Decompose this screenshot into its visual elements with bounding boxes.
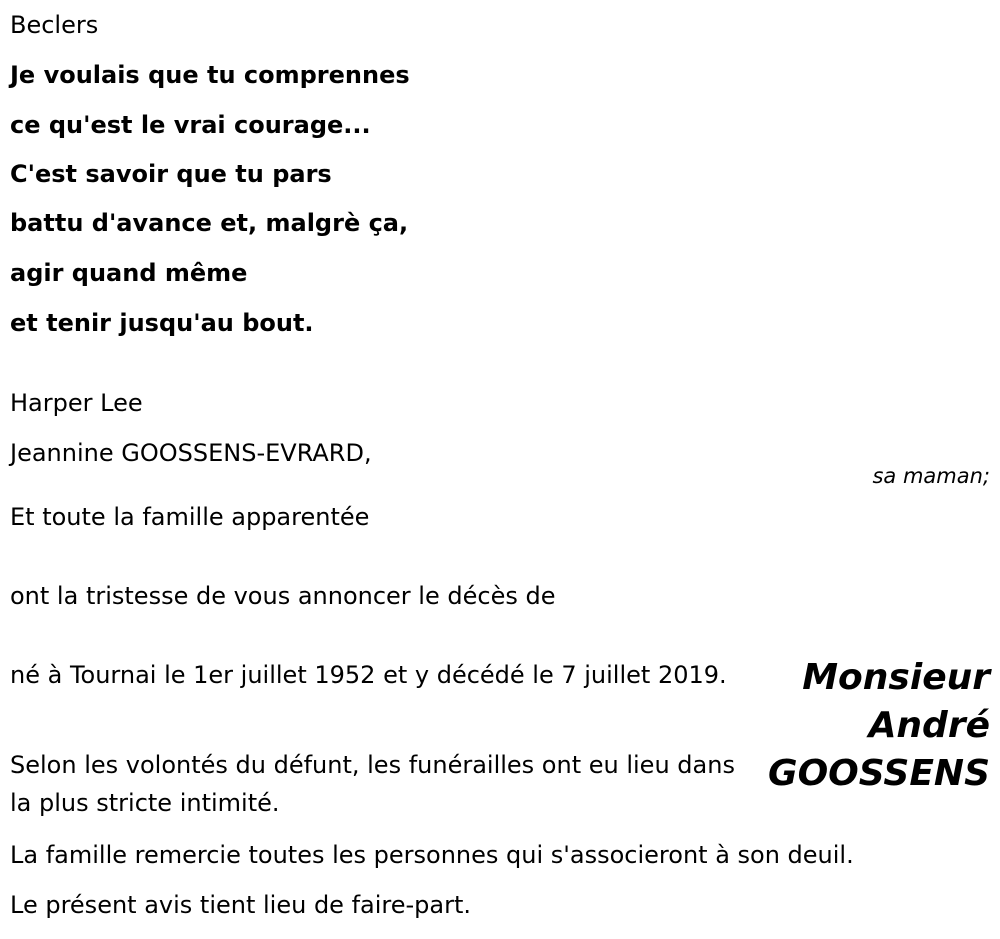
deceased-title: Monsieur <box>802 657 990 698</box>
mother-name: Jeannine GOOSSENS-EVRARD, <box>10 439 372 467</box>
quote-line: Je voulais que tu comprennes <box>10 61 410 89</box>
notice-text: Le présent avis tient lieu de faire-part. <box>10 891 472 919</box>
birth-death-text: né à Tournai le 1er juillet 1952 et y décédé le 7 juillet 2019. <box>10 661 727 689</box>
quote-line: battu d'avance et, malgrè ça, <box>10 209 409 237</box>
quote-line: ce qu'est le vrai courage... <box>10 111 371 139</box>
quote-line: agir quand même <box>10 259 248 287</box>
announcement-intro: ont la tristesse de vous annoncer le décès de <box>10 582 556 610</box>
deceased-name <box>750 654 990 798</box>
thanks-text: La famille remercie toutes les personnes qui s'associeront à son deuil. <box>10 841 854 869</box>
deceased-last-name: GOOSSENS <box>768 753 990 794</box>
family-others: Et toute la famille apparentée <box>10 503 370 531</box>
funeral-text: Selon les volontés du défunt, les funérailles ont eu lieu dans la plus stricte intimité. <box>10 751 735 817</box>
quote-author: Harper Lee <box>10 389 143 417</box>
mother-relation: sa maman; <box>872 464 990 488</box>
place-name: Beclers <box>10 11 99 39</box>
deceased-first-name: André <box>868 705 990 746</box>
quote-line: C'est savoir que tu pars <box>10 160 332 188</box>
quote-line: et tenir jusqu'au bout. <box>10 309 314 337</box>
